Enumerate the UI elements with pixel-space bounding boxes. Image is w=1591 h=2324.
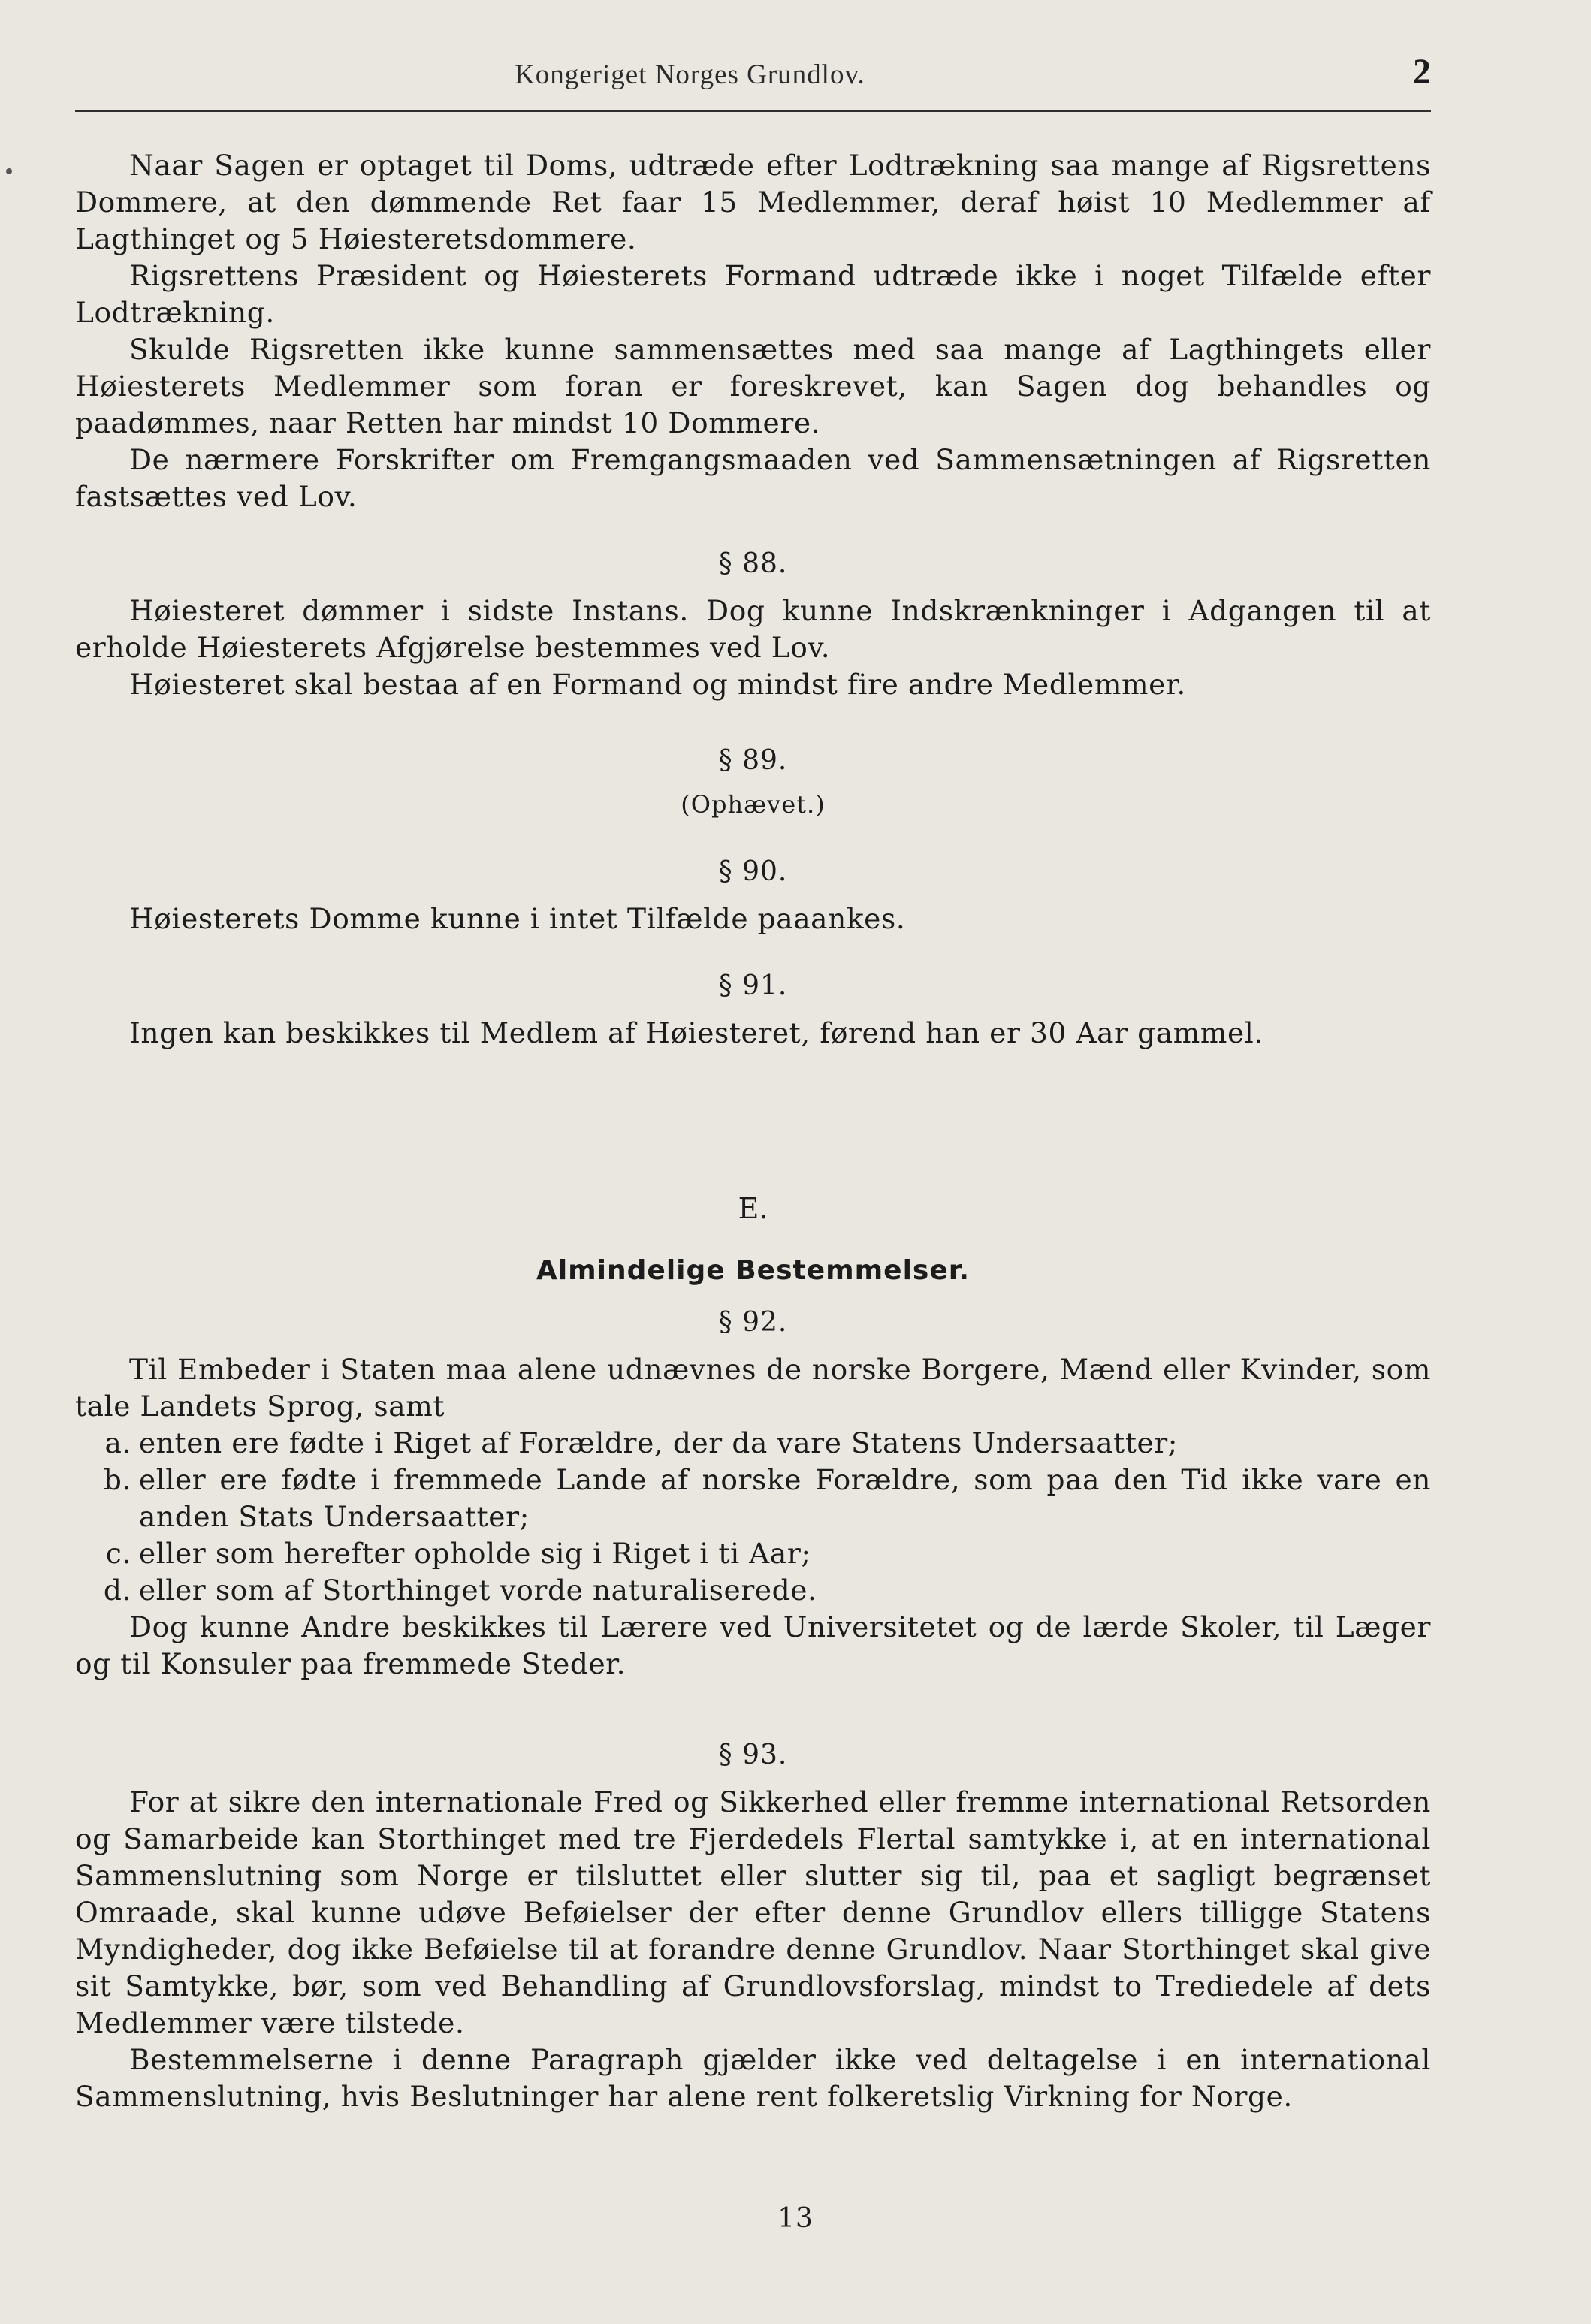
paragraph: De nærmere Forskrifter om Fremgangsmaaden ved Sammensætningen af Rigsretten fastsættes ved Lov. [75,443,1431,513]
list-item [75,1572,1431,1609]
section-heading-90: § 90. [718,856,788,887]
list-item [75,1425,1431,1462]
paragraph: Rigsrettens Præsident og Høiesterets Formand udtræde ikke i noget Tilfælde efter Lodtrækning. [75,259,1431,329]
list-text: eller som af Storthinget vorde naturaliserede. [139,1574,817,1607]
section-heading-93: § 93. [718,1740,788,1770]
paragraph: Høiesteret dømmer i sidste Instans. Dog kunne Indskrænkninger i Adgangen til at erholde Høiesterets Afgjørelse bestemmes ved Lov. [75,594,1431,664]
paragraph: Til Embeder i Staten maa alene udnævnes de norske Borgere, Mænd eller Kvinder, som tale Landets Sprog, samt [75,1353,1431,1423]
list-text: eller som herefter opholde sig i Riget i ti Aar; [139,1537,811,1570]
list-text: eller ere fødte i fremmede Lande af norske Forældre, som paa den Tid ikke vare en anden Stats Undersaatter; [139,1463,1431,1533]
paragraph: Høiesterets Domme kunne i intet Tilfælde paaankes. [129,902,906,935]
paragraph: Skulde Rigsretten ikke kunne sammensættes med saa mange af Lagthingets eller Høiesterets Medlemmer som foran er foreskrevet, kan Sagen dog behandles og paadømmes, naar Retten har mindst 10 Dommere. [75,333,1431,439]
list-item [75,1535,1431,1572]
list-label: a. [104,1426,131,1459]
header-page-number: 2 [1413,52,1431,92]
list-label: b. [103,1463,131,1496]
paragraph: Høiesteret skal bestaa af en Formand og mindst fire andre Medlemmer. [129,668,1186,701]
paragraph: Naar Sagen er optaget til Doms, udtræde efter Lodtrækning saa mange af Rigsrettens Dommere, at den dømmende Ret faar 15 Medlemmer, deraf høist 10 Medlemmer af Lagthinget og 5 Høiesteretsdommere. [75,149,1431,255]
running-header [75,51,1431,111]
list-label: d. [103,1574,131,1607]
margin-dot [6,168,12,174]
list-text: enten ere fødte i Riget af Forældre, der da vare Statens Undersaatter; [139,1426,1179,1459]
part-letter: E. [738,1192,768,1225]
paragraph: Ingen kan beskikkes til Medlem af Høiesteret, førend han er 30 Aar gammel. [129,1016,1263,1049]
header-rule [75,110,1431,112]
part-title: Almindelige Bestemmelser. [536,1255,971,1286]
list-item [75,1462,1431,1535]
list-label: c. [105,1537,131,1570]
paragraph: Dog kunne Andre beskikkes til Lærere ved Universitetet og de lærde Skoler, til Læger og til Konsuler paa fremmede Steder. [75,1610,1431,1680]
section-heading-92: § 92. [718,1307,788,1338]
footer-page-number: 13 [777,2203,814,2234]
section-heading-88: § 88. [718,548,788,579]
paragraph: Bestemmelserne i denne Paragraph gjælder ikke ved deltagelse i en international Sammenslutning, hvis Beslutninger har alene rent folkeretslig Virkning for Norge. [75,2043,1431,2113]
page-body [75,147,1431,2115]
paragraph: For at sikre den internationale Fred og Sikkerhed eller fremme international Retsorden og Samarbeide kan Storthinget med tre Fjerdedels Flertal samtykke i, at en international Sammenslutning som Norge er tilsluttet eller slutter sig til, paa et sagligt begrænset Omraade, skal kunne udøve Beføielser der efter denne Grundlov ellers tilligge Statens Myndigheder, dog ikke Beføielse til at forandre denne Grundlov. Naar Storthinget skal give sit Samtykke, bør, som ved Behandling af Grundlovsforslag, mindst to Trediedele af dets Medlemmer være tilstede. [75,1785,1431,2039]
section-heading-91: § 91. [718,970,788,1001]
section-heading-89: § 89. [718,745,788,776]
header-title: Kongeriget Norges Grundlov. [515,59,865,90]
repealed-note: (Ophævet.) [681,790,826,819]
